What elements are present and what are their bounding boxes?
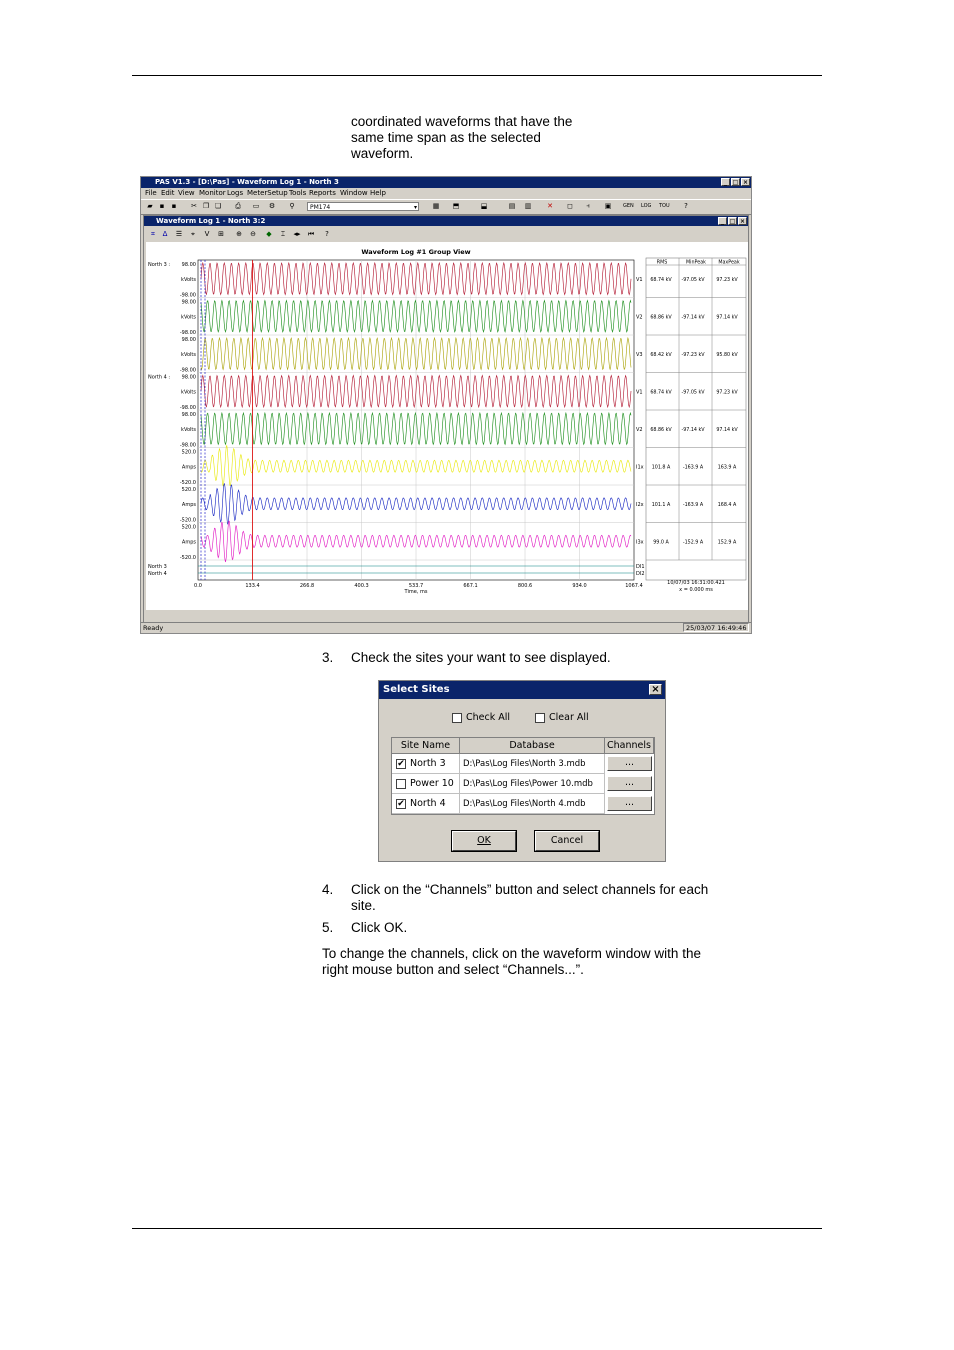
minpeak-value: -163.9 A bbox=[682, 465, 704, 471]
x-tick-label: 1067.4 bbox=[625, 583, 643, 589]
y-unit-label: kVolts bbox=[181, 389, 196, 396]
step-4 bbox=[322, 882, 742, 914]
close-button[interactable]: × bbox=[742, 179, 749, 186]
select-sites-dialog bbox=[378, 680, 666, 862]
status-datetime: 25/03/07 16:49:46 bbox=[683, 623, 749, 632]
site-name-cell bbox=[392, 774, 460, 794]
dialog-close-button[interactable]: × bbox=[649, 684, 662, 695]
menu-window[interactable]: Window bbox=[340, 189, 368, 197]
table-header: MinPeak bbox=[686, 260, 706, 266]
y-max-label: 98.00 bbox=[181, 412, 196, 418]
y-min-label: -520.0 bbox=[179, 480, 196, 486]
site-checkbox[interactable]: ✔ bbox=[397, 758, 405, 769]
maximize-button[interactable]: □ bbox=[732, 179, 739, 186]
rms-value: 101.1 A bbox=[651, 502, 671, 508]
x-tick-label: 667.1 bbox=[463, 583, 478, 589]
site-row bbox=[392, 754, 654, 774]
intro-paragraph bbox=[351, 114, 611, 162]
step-number: 3. bbox=[322, 650, 334, 665]
intro-line: coordinated waveforms that have the bbox=[351, 114, 573, 129]
table-header: RMS bbox=[656, 260, 668, 266]
channels-button[interactable]: ... bbox=[607, 756, 652, 771]
y-max-label: 520.0 bbox=[181, 449, 196, 456]
delete-icon[interactable]: ✕ bbox=[547, 202, 553, 210]
digital-site-label: North 4 bbox=[148, 571, 167, 577]
rms-value: 68.74 kV bbox=[650, 390, 672, 396]
channel-label: I3x bbox=[636, 539, 644, 546]
child-maximize-button[interactable]: □ bbox=[729, 218, 736, 225]
site-checkbox[interactable] bbox=[396, 779, 406, 789]
step-number: 5. bbox=[322, 920, 334, 935]
dialog-titlebar bbox=[379, 681, 665, 699]
child-minimize-button[interactable]: _ bbox=[718, 217, 727, 225]
device-combo-value: PM174 bbox=[310, 204, 331, 211]
save-all-icon[interactable]: ▪ bbox=[171, 202, 177, 210]
ok-label: OK bbox=[477, 835, 491, 846]
footer-rule bbox=[132, 1228, 822, 1229]
site-label: North 3 : bbox=[148, 262, 171, 268]
copy-icon[interactable]: ❐ bbox=[202, 202, 210, 210]
rms-value: 99.0 A bbox=[653, 540, 669, 546]
table-icon[interactable]: ▦ bbox=[432, 202, 440, 210]
y-max-label: 520.0 bbox=[181, 487, 196, 493]
minpeak-value: -97.05 kV bbox=[681, 390, 705, 396]
step-text: Click on the “Channels” button and select channels for each site. bbox=[351, 882, 709, 913]
upload-icon[interactable]: ⬒ bbox=[452, 202, 460, 210]
first-icon[interactable]: ⏮ bbox=[307, 230, 315, 238]
maxpeak-value: 97.14 kV bbox=[716, 427, 738, 433]
y-unit-label: Amps bbox=[181, 501, 196, 508]
x-axis-label: Time, ms bbox=[404, 589, 428, 595]
x-tick-label: 533.7 bbox=[408, 583, 424, 589]
timestamp-readout: 10/07/03 16:31:00.421 bbox=[667, 580, 725, 586]
check-all-checkbox[interactable] bbox=[452, 713, 462, 723]
step-number: 4. bbox=[322, 882, 334, 897]
cursor-readout: x = 0.000 ms bbox=[679, 587, 713, 593]
connect-icon[interactable]: ⚲ bbox=[289, 202, 295, 210]
config-icon[interactable]: ⚙ bbox=[268, 202, 276, 210]
delta-icon[interactable]: Δ bbox=[162, 230, 168, 238]
channel-label: I2x bbox=[636, 501, 644, 508]
digital-label: DI2 bbox=[636, 571, 645, 577]
site-row bbox=[392, 774, 654, 794]
phasor-icon[interactable]: ⌖ bbox=[191, 230, 195, 238]
x-tick-label: 800.6 bbox=[517, 583, 533, 589]
maxpeak-value: 97.14 kV bbox=[716, 315, 738, 321]
child-titlebar bbox=[144, 216, 748, 226]
rms-value: 68.42 kV bbox=[650, 352, 672, 358]
app-titlebar bbox=[141, 177, 751, 188]
x-tick-label: 400.3 bbox=[354, 583, 369, 589]
y-min-label: -98.00 bbox=[179, 292, 196, 299]
x-tick-label: 266.8 bbox=[299, 583, 315, 589]
menu-file[interactable]: File bbox=[145, 189, 157, 197]
minpeak-value: -97.05 kV bbox=[681, 277, 705, 283]
menu-help[interactable]: Help bbox=[370, 189, 386, 197]
menu-reports[interactable]: Reports bbox=[309, 189, 336, 197]
chart-icon[interactable]: ▤ bbox=[508, 202, 516, 210]
y-min-label: -520.0 bbox=[179, 517, 196, 524]
download-icon[interactable]: ⬓ bbox=[480, 202, 488, 210]
pas-app-window bbox=[140, 176, 752, 634]
digital-site-label: North 3 bbox=[148, 564, 167, 570]
y-max-label: 98.00 bbox=[181, 299, 196, 306]
minimize-button[interactable]: _ bbox=[721, 178, 730, 186]
intro-line: waveform. bbox=[351, 146, 414, 161]
harmonics-icon[interactable]: ⌗ bbox=[151, 230, 155, 238]
database-cell: D:\Pas\Log Files\North 4.mdb bbox=[460, 794, 605, 814]
zoom-in-icon[interactable]: ⊕ bbox=[236, 230, 242, 238]
y-min-label: -98.00 bbox=[179, 330, 196, 336]
channel-label: V1 bbox=[636, 276, 643, 283]
x-tick-label: 133.4 bbox=[245, 583, 260, 589]
y-min-label: -98.00 bbox=[179, 442, 196, 449]
clear-all-label: Clear All bbox=[549, 712, 589, 723]
x-tick-label: 934.0 bbox=[572, 583, 587, 589]
cursor-icon[interactable]: ⌶ bbox=[280, 230, 286, 238]
step-5 bbox=[322, 920, 742, 936]
app-title: PAS V1.3 - [D:\Pas] - Waveform Log 1 - North 3 bbox=[155, 178, 339, 186]
open-icon[interactable]: ▰ bbox=[147, 202, 153, 210]
graph-icon[interactable]: ▥ bbox=[524, 202, 532, 210]
menu-monitor[interactable]: Monitor bbox=[199, 189, 226, 197]
help-icon[interactable]: ? bbox=[684, 202, 688, 210]
device-combo[interactable] bbox=[307, 202, 419, 211]
rms-value: 68.86 kV bbox=[650, 315, 672, 321]
y-max-label: 98.00 bbox=[181, 374, 196, 381]
maxpeak-value: 97.23 kV bbox=[716, 390, 738, 396]
waveform-toolbar bbox=[144, 228, 748, 240]
site-name-cell bbox=[392, 794, 460, 814]
status-bar bbox=[141, 622, 751, 633]
column-header: Site Name bbox=[392, 738, 460, 754]
sites-grid bbox=[391, 737, 655, 815]
channels-button[interactable]: ... bbox=[607, 776, 652, 791]
log-button[interactable]: LOG bbox=[641, 203, 652, 209]
y-unit-label: kVolts bbox=[181, 426, 196, 433]
menu-logs[interactable]: Logs bbox=[227, 189, 244, 197]
minpeak-value: -152.9 A bbox=[682, 540, 704, 546]
waveform-plot-area[interactable] bbox=[146, 242, 748, 610]
y-min-label: -520.0 bbox=[179, 555, 196, 561]
y-min-label: -98.00 bbox=[179, 405, 196, 411]
y-unit-label: Amps bbox=[181, 464, 196, 471]
site-label: North 4 : bbox=[148, 374, 171, 381]
column-header: Database bbox=[460, 738, 605, 754]
y-unit-label: Amps bbox=[181, 539, 196, 546]
cancel-button[interactable] bbox=[535, 831, 599, 851]
child-close-button[interactable]: × bbox=[739, 218, 746, 225]
channel-label: V1 bbox=[636, 389, 643, 396]
maxpeak-value: 168.4 A bbox=[717, 502, 737, 508]
step-3 bbox=[322, 650, 742, 666]
y-max-label: 520.0 bbox=[181, 524, 196, 531]
maxpeak-value: 97.23 kV bbox=[716, 277, 738, 283]
chart-title: Waveform Log #1 Group View bbox=[361, 248, 471, 256]
gen-button[interactable]: GEN bbox=[623, 203, 634, 209]
waveform-child-window bbox=[143, 215, 749, 623]
preview-icon[interactable]: ▭ bbox=[252, 202, 260, 210]
y-min-label: -98.00 bbox=[179, 367, 196, 374]
minpeak-value: -97.14 kV bbox=[681, 315, 705, 321]
clear-all-checkbox[interactable] bbox=[535, 713, 545, 723]
menu-tools[interactable]: Tools bbox=[289, 189, 307, 197]
values-table bbox=[646, 258, 746, 580]
zoom-out-icon[interactable]: ⊖ bbox=[250, 230, 256, 238]
outro-paragraph: To change the channels, click on the waveform window with the right mouse button and select “Channels...”. bbox=[322, 946, 701, 977]
column-header: Channels bbox=[605, 738, 654, 754]
cancel-label: Cancel bbox=[550, 835, 584, 846]
align-icon[interactable]: ⫞ bbox=[586, 202, 590, 210]
menu-metersetup[interactable]: MeterSetup bbox=[247, 189, 288, 197]
main-toolbar bbox=[141, 199, 751, 215]
site-name-cell bbox=[392, 754, 460, 774]
header-rule bbox=[132, 75, 822, 76]
channel-label: I1x bbox=[636, 464, 644, 471]
cut-icon[interactable]: ✂ bbox=[191, 202, 197, 210]
step-text: Click OK. bbox=[351, 920, 408, 935]
digital-label: DI1 bbox=[636, 564, 645, 570]
channel-label: V3 bbox=[636, 351, 643, 358]
channels-button[interactable]: ... bbox=[607, 796, 652, 811]
menu-bar bbox=[141, 188, 751, 199]
menu-view[interactable]: View bbox=[178, 189, 195, 197]
maxpeak-value: 95.80 kV bbox=[716, 352, 738, 358]
y-unit-label: kVolts bbox=[181, 314, 196, 321]
marker-icon[interactable]: ◆ bbox=[266, 230, 272, 238]
intro-line: same time span as the selected bbox=[351, 130, 541, 145]
database-cell: D:\Pas\Log Files\Power 10.mdb bbox=[460, 774, 605, 794]
ok-button[interactable] bbox=[452, 831, 516, 851]
check-all-option[interactable] bbox=[452, 712, 510, 723]
child-title: Waveform Log 1 - North 3:2 bbox=[156, 217, 266, 225]
tou-button[interactable]: TOU bbox=[659, 203, 670, 209]
prev-next-icon[interactable]: ◂▸ bbox=[293, 230, 301, 238]
help-icon[interactable]: ? bbox=[325, 230, 329, 238]
y-unit-label: kVolts bbox=[181, 276, 196, 283]
rms-value: 101.8 A bbox=[651, 465, 671, 471]
database-cell: D:\Pas\Log Files\North 3.mdb bbox=[460, 754, 605, 774]
check-all-label: Check All bbox=[466, 712, 511, 723]
minpeak-value: -97.14 kV bbox=[681, 427, 705, 433]
paste-icon[interactable]: ❏ bbox=[214, 202, 222, 210]
site-name: Power 10 bbox=[410, 778, 454, 789]
rms-value: 68.74 kV bbox=[650, 277, 672, 283]
maxpeak-value: 152.9 A bbox=[717, 540, 737, 546]
site-checkbox[interactable]: ✔ bbox=[397, 798, 405, 809]
window-icon[interactable]: ▣ bbox=[604, 202, 612, 210]
y-max-label: 98.00 bbox=[181, 262, 196, 268]
dialog-title: Select Sites bbox=[383, 684, 450, 695]
list-icon[interactable]: ☰ bbox=[175, 230, 183, 238]
step-text: Check the sites your want to see displayed. bbox=[351, 650, 611, 665]
menu-edit[interactable]: Edit bbox=[161, 189, 175, 197]
channel-label: V2 bbox=[636, 426, 643, 433]
table-header: MaxPeak bbox=[718, 260, 740, 266]
x-tick-label: 0.0 bbox=[194, 583, 202, 589]
channel-label: V2 bbox=[636, 314, 643, 321]
rms-value: 68.86 kV bbox=[650, 427, 672, 433]
y-unit-label: kVolts bbox=[181, 351, 196, 358]
y-max-label: 98.00 bbox=[181, 337, 196, 343]
options-icon[interactable]: ⊞ bbox=[218, 230, 224, 238]
save-icon[interactable]: ▪ bbox=[159, 202, 165, 210]
channels-icon[interactable]: V bbox=[204, 230, 210, 238]
maxpeak-value: 163.9 A bbox=[717, 465, 737, 471]
stop-icon[interactable]: ◻ bbox=[567, 202, 573, 210]
minpeak-value: -163.9 A bbox=[682, 502, 704, 508]
chevron-down-icon: ▾ bbox=[413, 204, 417, 211]
clear-all-option[interactable] bbox=[535, 712, 589, 723]
site-row bbox=[392, 794, 654, 814]
waveform-chart[interactable] bbox=[146, 242, 748, 610]
minpeak-value: -97.23 kV bbox=[681, 352, 705, 358]
print-icon[interactable]: ⎙ bbox=[235, 202, 241, 210]
status-text: Ready bbox=[143, 624, 164, 632]
site-name: North 3 bbox=[410, 758, 446, 769]
site-name: North 4 bbox=[410, 798, 446, 809]
